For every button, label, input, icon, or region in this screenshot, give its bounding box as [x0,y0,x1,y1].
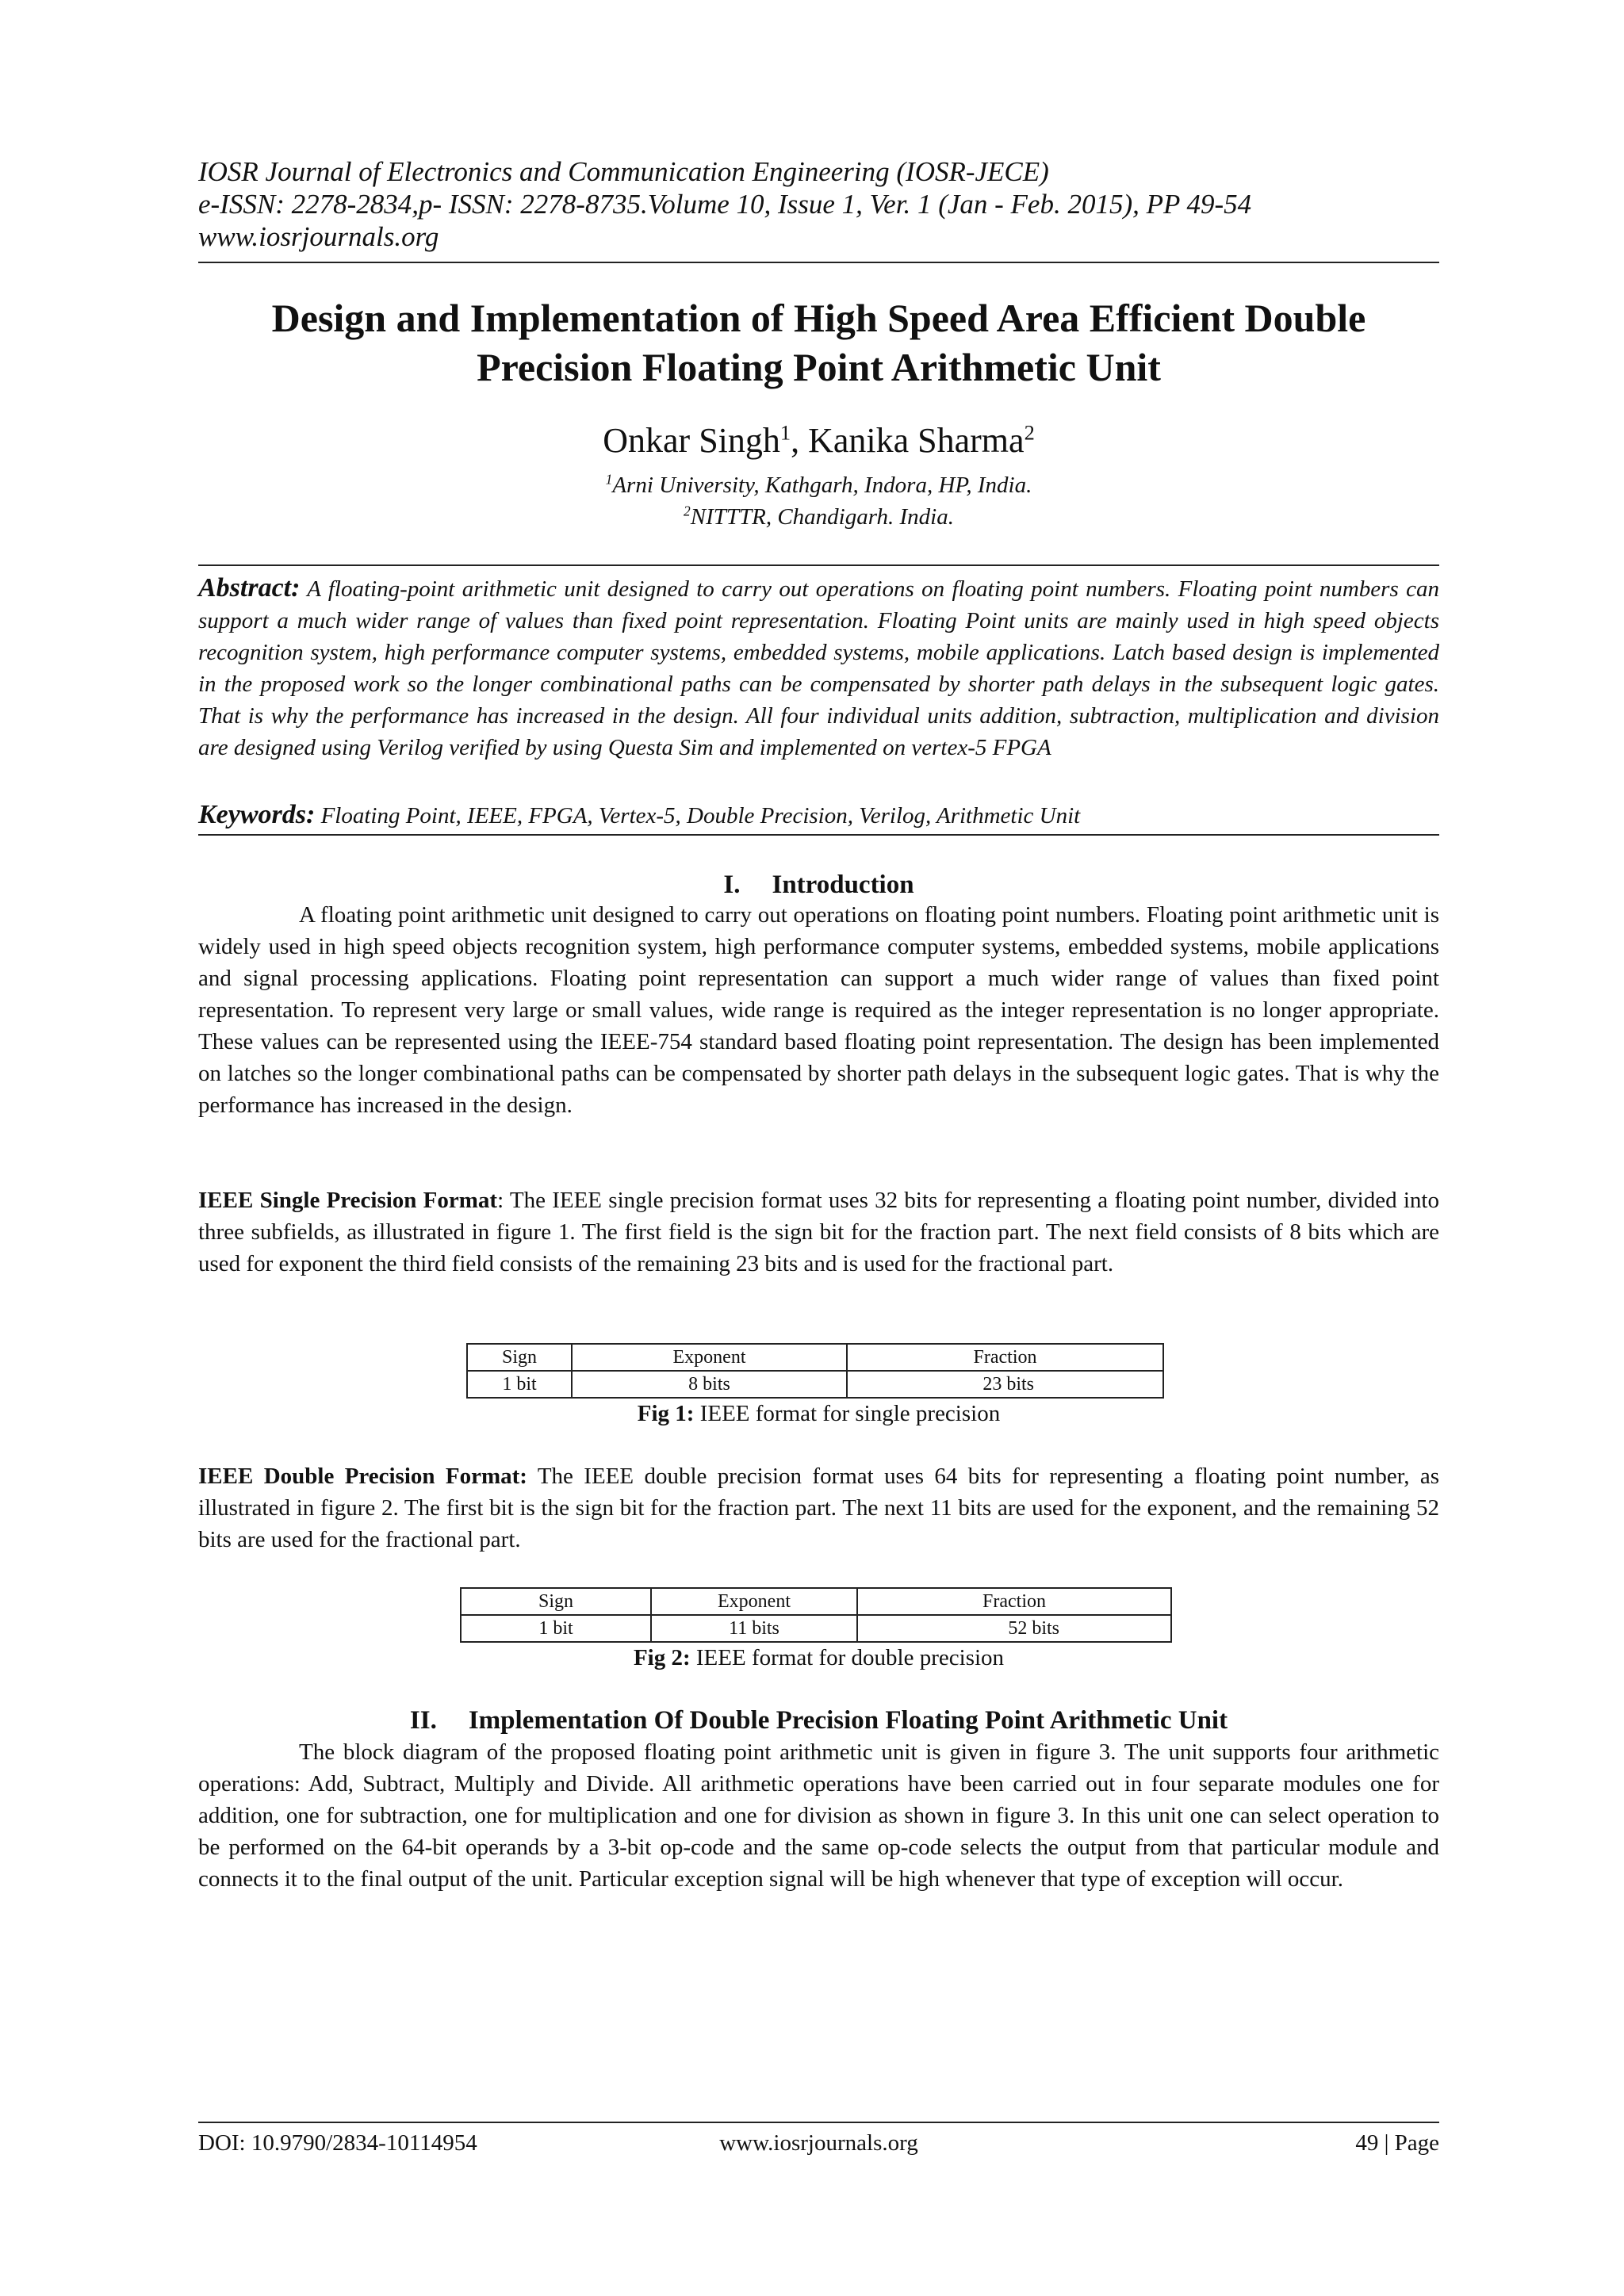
section-2-heading [198,1705,1439,1736]
author-2-affil-mark: 2 [1024,420,1035,445]
keywords-label: Keywords: [198,800,316,829]
intro-paragraph: A floating point arithmetic unit designed to carry out operations on floating point numbers. Floating point arithmetic unit is widely used in high speed objects recognition system, high performance computer systems, embedded systems, mobile applications and signal processing applications. Floating point representation can support a much wider range of values than fixed point representation. To represent very large or small values, wide range is required as the integer representation is no longer appropriate. These values can be represented using the IEEE-754 standard based floating point representation. The design has been implemented on latches so the longer combinational paths can be compensated by shorter path delays in the subsequent logic gates. That is why the performance has increased in the design. [198,902,1439,1118]
fig1-value-fraction: 23 bits [847,1371,1163,1398]
journal-website: www.iosrjournals.org [198,221,439,252]
section-2-paragraph: The block diagram of the proposed floating point arithmetic unit is given in figure 3. The unit supports four arithmetic operations: Add, Subtract, Multiply and Divide. All arithmetic operations have been carried out in four separate modules one for addition, one for subtraction, one for multiplication and one for division as shown in figure 3. In this unit one can select operation to be performed on the 64-bit operands by a 3-bit op-code and the same op-code selects the output from that particular module and connects it to the final output of the unit. Particular exception signal will be high whenever that type of exception will occur. [198,1739,1439,1892]
abstract-bottom-divider [198,834,1439,836]
table-row [467,1371,1163,1398]
table-row [461,1615,1171,1642]
abstract-label: Abstract: [198,573,301,603]
footer-website: www.iosrjournals.org [719,2130,918,2156]
fig2-value-fraction: 52 bits [857,1615,1171,1642]
fig1-header-sign: Sign [467,1344,572,1371]
abstract-text: A floating-point arithmetic unit designed to carry out operations on floating point numbers. Floating point numbers can support a much wider range of values than fixed point representation. Floating Point units are mainly used in high speed objects recognition system, high performance computer systems, embedded systems, mobile applications. Latch based design is implemented in the proposed work so the longer combinational paths can be compensated by shorter path delays in the subsequent logic gates. That is why the performance has increased in the design. All four individual units addition, subtraction, multiplication and division are designed using Verilog verified by using Questa Sim and implemented on vertex-5 FPGA [198,576,1439,760]
abstract [198,572,1439,763]
affiliation-2-mark: 2 [684,503,691,519]
fig2-caption: Fig 2: IEEE format for double precision [633,1645,1005,1670]
author-separator: , [791,421,809,460]
fig1-value-sign: 1 bit [467,1371,572,1398]
affiliation-1-text: Arni University, Kathgarh, Indora, HP, India. [612,473,1032,498]
title-line-2: Precision Floating Point Arithmetic Unit [477,345,1161,389]
abstract-top-divider [198,564,1439,566]
fig2-value-sign: 1 bit [461,1615,651,1642]
section-1-number: I. [723,871,741,899]
title-line-1: Design and Implementation of High Speed Area Efficient Double [271,296,1366,340]
fig1-caption: Fig 1: IEEE format for single precision [637,1401,1001,1426]
author-list [198,420,1439,461]
fig1-header-fraction: Fraction [847,1344,1163,1371]
single-precision-label: IEEE Single Precision Format [198,1188,498,1213]
section-2-title: Implementation Of Double Precision Floating Point Arithmetic Unit [468,1706,1228,1735]
author-1-affil-mark: 1 [779,420,791,445]
section-2-number: II. [409,1706,437,1735]
footer-doi: DOI: 10.9790/2834-10114954 [198,2130,477,2156]
table-row [467,1344,1163,1371]
header-divider [198,262,1439,263]
paper-title [198,293,1439,392]
section-1-heading [198,869,1439,901]
section-1-title: Introduction [772,871,914,899]
fig2-header-sign: Sign [461,1588,651,1615]
fig2-table [460,1587,1172,1643]
fig1-value-exponent: 8 bits [572,1371,847,1398]
journal-header [198,155,1439,253]
footer-divider [198,2122,1439,2123]
double-precision-label: IEEE Double Precision Format: [198,1464,527,1489]
author-1: Onkar Singh [603,421,780,460]
affiliation-1 [198,471,1439,499]
table-row [461,1588,1171,1615]
fig2-value-exponent: 11 bits [651,1615,857,1642]
fig2-caption-label: Fig 2: [633,1645,691,1670]
affiliation-2-text: NITTTR, Chandigarh. India. [690,504,954,530]
fig1-caption-label: Fig 1: [637,1401,695,1426]
keywords-text: Floating Point, IEEE, FPGA, Vertex-5, Double Precision, Verilog, Arithmetic Unit [315,803,1081,828]
fig2-header-exponent: Exponent [651,1588,857,1615]
fig1-table [466,1343,1164,1399]
fig1-header-exponent: Exponent [572,1344,847,1371]
keywords [198,798,1439,833]
journal-issn: e-ISSN: 2278-2834,p- ISSN: 2278-8735.Volume 10, Issue 1, Ver. 1 (Jan - Feb. 2015), PP 49-54 [198,189,1252,220]
journal-name: IOSR Journal of Electronics and Communication Engineering (IOSR-JECE) [198,156,1049,187]
fig2-header-fraction: Fraction [857,1588,1171,1615]
single-precision-paragraph: IEEE Single Precision Format: The IEEE single precision format uses 32 bits for representing a floating point number, divided into three subfields, as illustrated in figure 1. The first field is the sign bit for the fraction part. The next field consists of 8 bits which are used for exponent the third field consists of the remaining 23 bits and is used for the fractional part. [198,1188,1439,1276]
footer-page-number: 49 | Page [1355,2130,1439,2156]
affiliation-2 [198,503,1439,531]
double-precision-paragraph: IEEE Double Precision Format: The IEEE double precision format uses 64 bits for representing a floating point number, as illustrated in figure 2. The first bit is the sign bit for the fraction part. The next 11 bits are used for the exponent, and the remaining 52 bits are used for the fractional part. [198,1464,1439,1552]
author-2: Kanika Sharma [808,421,1025,460]
affiliation-1-mark: 1 [605,471,613,488]
